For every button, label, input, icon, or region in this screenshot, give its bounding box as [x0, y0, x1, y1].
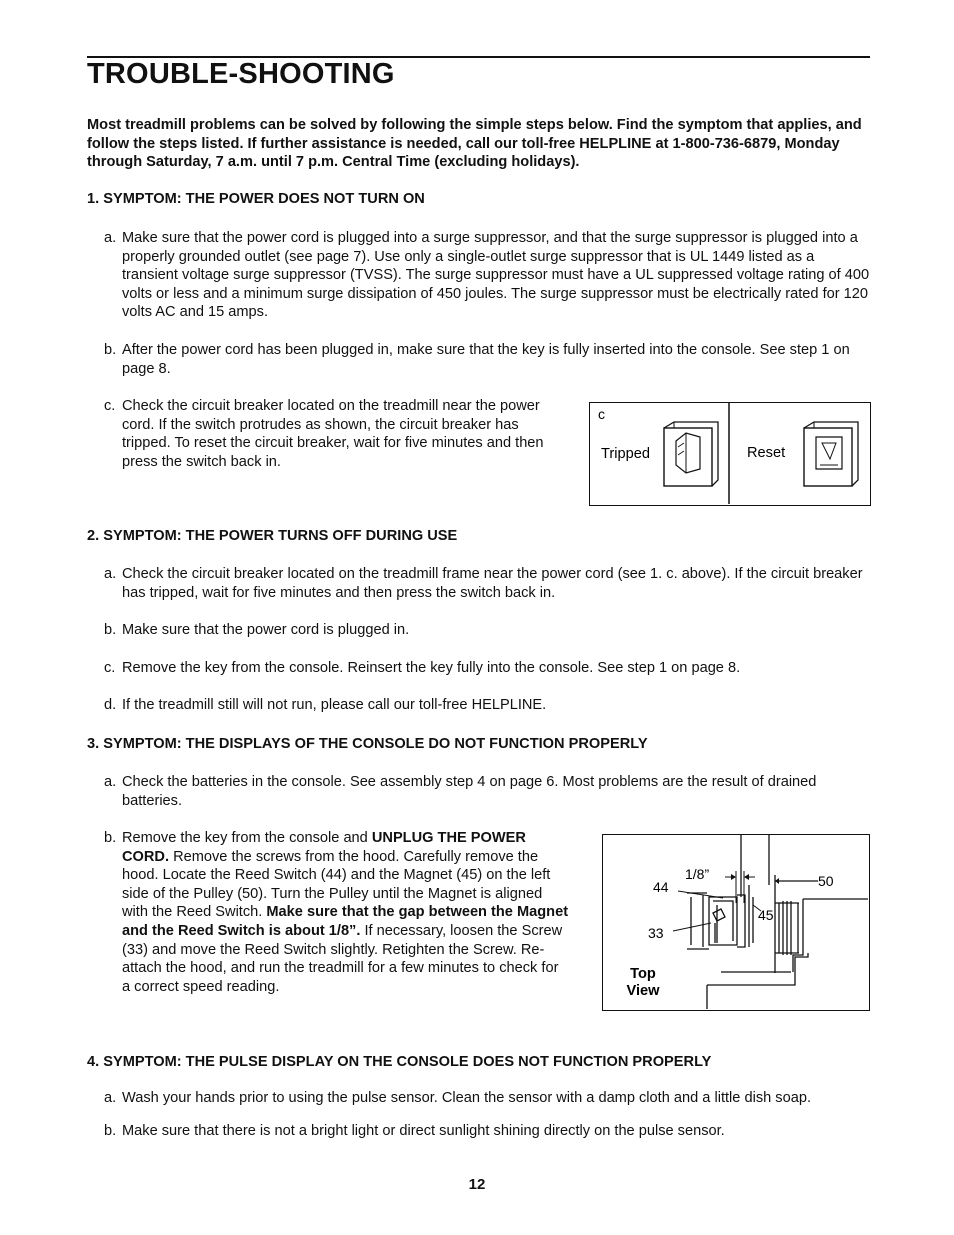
section-4-heading: 4. SYMPTOM: THE PULSE DISPLAY ON THE CONSOLE DOES NOT FUNCTION PROPERLY: [87, 1054, 712, 1070]
section-3-heading: 3. SYMPTOM: THE DISPLAYS OF THE CONSOLE DO NOT FUNCTION PROPERLY: [87, 736, 648, 752]
item-text: After the power cord has been plugged in, make sure that the key is fully inserted into the console. See step 1 on page 8.: [122, 342, 850, 377]
reed-switch-illustration: [603, 835, 868, 1009]
reed-switch-number: 44: [653, 879, 669, 895]
text-run: Remove the screws from the hood. Carefully remove the hood. Locate the Reed Switch (44) and the Magnet (45) on the left side of the Pulley (50). Turn the Pulley until the Magnet is aligned with the Reed Switch.: [122, 848, 551, 921]
section-1-heading: 1. SYMPTOM: THE POWER DOES NOT TURN ON: [87, 191, 425, 207]
item-label: c.: [104, 660, 116, 676]
text-run: If necessary, loosen the Screw (33) and move the Reed Switch slightly. Retighten the Screw. Re-attach the hood, and run the treadmill for a few minutes to check for a correct speed reading.: [122, 922, 563, 995]
reset-label: Reset: [747, 445, 786, 461]
item-label: d.: [104, 697, 117, 713]
tripped-switch-icon: [664, 422, 718, 486]
item-label: b.: [104, 1123, 117, 1139]
section-2-heading: 2. SYMPTOM: THE POWER TURNS OFF DURING USE: [87, 528, 458, 544]
item-label: b.: [104, 830, 117, 846]
item-label: a.: [104, 774, 117, 790]
section-4-item-a: [104, 1089, 870, 1108]
section-2-item-b: [104, 621, 870, 640]
text-run-bold: UNPLUG THE POWER CORD.: [122, 830, 526, 865]
item-text: Make sure that the power cord is plugged into a surge suppressor, and that the surge suppressor is plugged into a properly grounded outlet (see page 7). Use only a single-outlet surge suppressor that is UL 1449 listed as a transient voltage surge suppressor (TVSS). The surge suppressor must have a UL suppressed voltage rating of 400 volts or less and a minimum surge dissipation of 450 joules. The surge suppressor must be electrically rated for 120 volts AC and 15 amps.: [122, 230, 870, 321]
item-text: Check the circuit breaker located on the treadmill frame near the power cord (see 1. c. above). If the circuit breaker has tripped, wait for five minutes and then press the switch back in.: [122, 566, 863, 601]
figure-corner-letter: c: [598, 406, 605, 422]
section-4-item-b: [104, 1122, 870, 1141]
text-run: Remove the key from the console and: [122, 830, 372, 846]
item-text: [122, 829, 569, 996]
view-label-view: View: [626, 983, 660, 999]
item-label: b.: [104, 342, 117, 358]
item-label: a.: [104, 1090, 117, 1106]
section-2-item-a: [104, 565, 870, 602]
magnet-number: 45: [758, 907, 774, 923]
pulley-number: 50: [818, 873, 834, 889]
gap-dimension-label: 1/8”: [685, 866, 710, 882]
page-title: TROUBLE-SHOOTING: [87, 58, 395, 90]
item-text: Check the batteries in the console. See assembly step 4 on page 6. Most problems are the result of drained batteries.: [122, 774, 817, 809]
section-1-item-a: [104, 229, 870, 322]
screw-number: 33: [648, 925, 664, 941]
item-text: Make sure that there is not a bright light or direct sunlight shining directly on the pulse sensor.: [122, 1123, 725, 1139]
section-2-item-d: [104, 696, 870, 715]
circuit-breaker-illustration: [590, 403, 869, 504]
item-label: c.: [104, 398, 116, 414]
item-text: Make sure that the power cord is plugged in.: [122, 622, 410, 638]
reed-switch-figure: [602, 834, 870, 1011]
reset-switch-icon: [804, 422, 858, 486]
item-text: Check the circuit breaker located on the treadmill near the power cord. If the switch protrudes as shown, the circuit breaker has tripped. To reset the circuit breaker, wait for five minutes and then press the switch back in.: [122, 398, 544, 470]
text-run-bold: Make sure that the gap between the Magnet and the Reed Switch is about 1/8”.: [122, 904, 569, 939]
section-2-item-c: [104, 659, 870, 678]
section-1-item-c: [104, 397, 544, 471]
circuit-breaker-figure: [589, 402, 871, 506]
item-text: If the treadmill still will not run, please call our toll-free HELPLINE.: [122, 697, 547, 713]
item-text: Wash your hands prior to using the pulse sensor. Clean the sensor with a damp cloth and a little dish soap.: [122, 1090, 811, 1106]
item-label: b.: [104, 622, 117, 638]
item-label: a.: [104, 566, 117, 582]
section-3-item-b: [104, 829, 569, 996]
tripped-label: Tripped: [601, 446, 650, 462]
intro-paragraph: Most treadmill problems can be solved by following the simple steps below. Find the symptom that applies, and follow the steps listed. If further assistance is needed, call our toll-free HELPLINE at 1-800-736-6879, Monday through Saturday, 7 a.m. until 7 p.m. Central Time (excluding holidays).: [87, 117, 862, 171]
item-label: a.: [104, 230, 117, 246]
item-text: Remove the key from the console. Reinsert the key fully into the console. See step 1 on page 8.: [122, 660, 741, 676]
section-3-item-a: [104, 773, 870, 810]
view-label-top: Top: [630, 966, 656, 982]
section-1-item-b: [104, 341, 870, 378]
page-number: 12: [468, 1176, 486, 1193]
